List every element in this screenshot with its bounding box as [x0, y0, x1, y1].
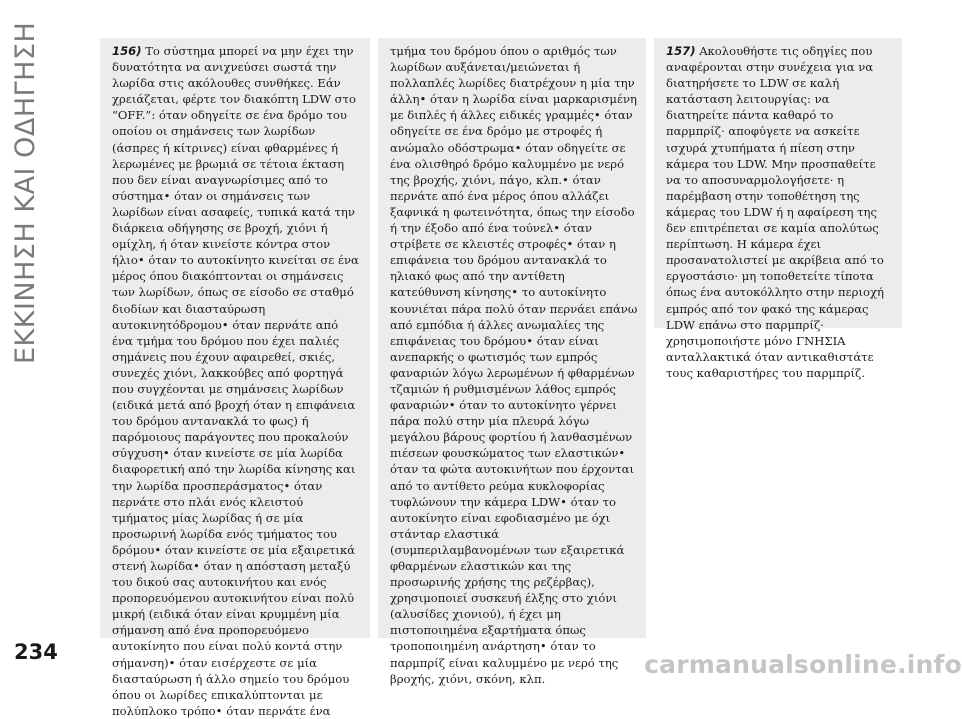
site-watermark: carmanualsonline.info: [644, 650, 962, 679]
note-paragraph: [390, 43, 638, 687]
note-number: 157): [666, 44, 696, 58]
note-number: 156): [112, 44, 142, 58]
warning-note-156: [100, 38, 370, 718]
warning-note-157: [654, 38, 902, 380]
note-paragraph: [112, 43, 362, 719]
note-text: τμήμα του δρόμου όπου ο αριθμός των λωρίδων αυξάνεται/μειώνεται ή πολλαπλές λωρίδες διατρέχουν η μία την άλλη• όταν η λωρίδα είναι μαρκαρισμένη με διπλές ή άλλες ειδικές γραμμές• όταν οδηγείτε σε ένα δρόμο με στροφές ή ανώμαλο οδόστρωμα• όταν οδηγείτε σε ένα ολισθηρό δρόμο καλυμμένο με νερό της βροχής, χιόνι, πάγο, κλπ.• όταν περνάτε από ένα μέρος όπου αλλάζει ξαφνικά η φωτεινότητα, όπως την είσοδο ή την έξοδο από ένα τούνελ• όταν στρίβετε σε κλειστές στροφές• όταν η επιφάνεια του δρόμου αντανακλά το ηλιακό φως από την αντίθετη κατεύθυνση κίνησης• το αυτοκίνητο κουνιέται πάρα πολύ όταν περνάει επάνω από εμπόδια ή άλλες ανωμαλίες της επιφάνειας του δρόμου• όταν είναι ανεπαρκής ο φωτισμός των εμπρός φαναριών λόγω λερωμένων ή φθαρμένων τζαμιών ή ρυθμισμένων λάθος εμπρός φαναριών• όταν το αυτοκίνητο γέρνει πάρα πολύ στην μία πλευρά λόγω μεγάλου βάρους φορτίου ή λανθασμένων πιέσεων φουσκώματος των ελαστικών• όταν τα φώτα αυτοκινήτων που έρχονται από το αντίθετο ρεύμα κυκλοφορίας τυφλώνουν την κάμερα LDW• όταν το αυτοκίνητο είναι εφοδιασμένο με όχι στάνταρ ελαστικά (συμπεριλαμβανομένων των εξαιρετικά φθαρμένων ελαστικών και της προσωρινής χρήσης της ρεζέρβας), χρησιμοποιεί συσκευή έλξης στο χιόνι (αλυσίδες χιονιού), ή έχει μη πιστοποιημένα εξαρτήματα όπως τροποποιημένη ανάρτηση• όταν το παρμπρίζ είναι καλυμμένο με νερό της βροχής, χιόνι, σκόνη, κλπ.: [390, 44, 638, 686]
note-paragraph: [666, 43, 894, 381]
page-number: 234: [14, 640, 58, 664]
section-title: ΕΚΚΙΝΗΣΗ ΚΑΙ ΟΔΗΓΗΣΗ: [10, 22, 41, 365]
note-text: Ακολουθήστε τις οδηγίες που αναφέρονται στην συνέχεια για να διατηρήσετε το LDW σε καλή κατάσταση λειτουργίας: να διατηρείτε πάντα καθαρό το παρμπρίζ· αποφύγετε να ασκείτε ισχυρά χτυπήματα ή πίεση στην κάμερα του LDW. Μην προσπαθείτε να το αποσυναρμολογήσετε· η παρέμβαση στην τοποθέτηση της κάμερας του LDW ή η αφαίρεση της δεν επιτρέπεται σε καμία απολύτως περίπτωση. Η κάμερα έχει προσανατολιστεί με ακρίβεια από το εργοστάσιο· μη τοποθετείτε τίποτα όπως ένα αυτοκόλλητο στην περιοχή εμπρός από τον φακό της κάμερας LDW επάνω στο παρμπρίζ· χρησιμοποιήστε μόνο ΓΝΗΣΙΑ ανταλλακτικά όταν αντικαθιστάτε τους καθαριστήρες του παρμπρίζ.: [666, 44, 884, 380]
section-side-tab: [0, 0, 62, 630]
warning-note-156-continued: [378, 38, 646, 686]
note-text: Το σύστημα μπορεί να μην έχει την δυνατότητα να ανιχνεύσει σωστά την λωρίδα στις ακόλουθες συνθήκες. Εάν χρειάζεται, φέρτε τον διακόπτη LDW στο “OFF.”: όταν οδηγείτε σε ένα δρόμο του οποίου οι σημάνσεις των λωρίδων (άσπρες ή κίτρινες) είναι φθαρμένες ή λερωμένες με βρωμιά σε τέτοια έκταση που δεν είναι αναγνωρίσιμες από το σύστημα• όταν οι σημάνσεις των λωρίδων είναι ασαφείς, τυπικά κατά την διάρκεια οδήγησης σε βροχή, χιόνι ή ομίχλη, ή όταν κινείστε κόντρα στον ήλιο• όταν το αυτοκίνητο κινείται σε ένα μέρος όπου διακόπτονται οι σημάνσεις των λωρίδων, όπως σε είσοδο σε σταθμό διοδίων και διασταύρωση αυτοκινητόδρομου• όταν περνάτε από ένα τμήμα του δρόμου που έχει παλιές σημάνεις που έχουν αφαιρεθεί, σκιές, συνεχές χιόνι, λακκούβες από φορτηγά που συγχέονται με σημάνσεις λωρίδων (ειδικά μετά από βροχή όταν η επιφάνεια του δρόμου αντανακλά το φως) ή παρόμοιους παράγοντες που προκαλούν σύγχυση• όταν κινείστε σε μία λωρίδα διαφορετική από την λωρίδα κίνησης και την λωρίδα προσπεράσματος• όταν περνάτε στο πλάι ενός κλειστού τμήματος μίας λωρίδας ή σε μία προσωρινή λωρίδα ενός τμήματος του δρόμου• όταν κινείστε σε μία εξαιρετικά στενή λωρίδα• όταν η απόσταση μεταξύ του δικού σας αυτοκινήτου και ενός προπορευόμενου αυτοκινήτου είναι πολύ μικρή (ειδικά όταν είναι κρυμμένη μία σήμανση από ένα προπορευόμενο αυτοκίνητο που είναι πολύ κοντά στην σήμανση)• όταν εισέρχεστε σε μία διασταύρωση ή άλλο σημείο του δρόμου όπου οι λωρίδες επικαλύπτονται με πολύπλοκο τρόπο• όταν περνάτε ένα: [112, 44, 359, 718]
